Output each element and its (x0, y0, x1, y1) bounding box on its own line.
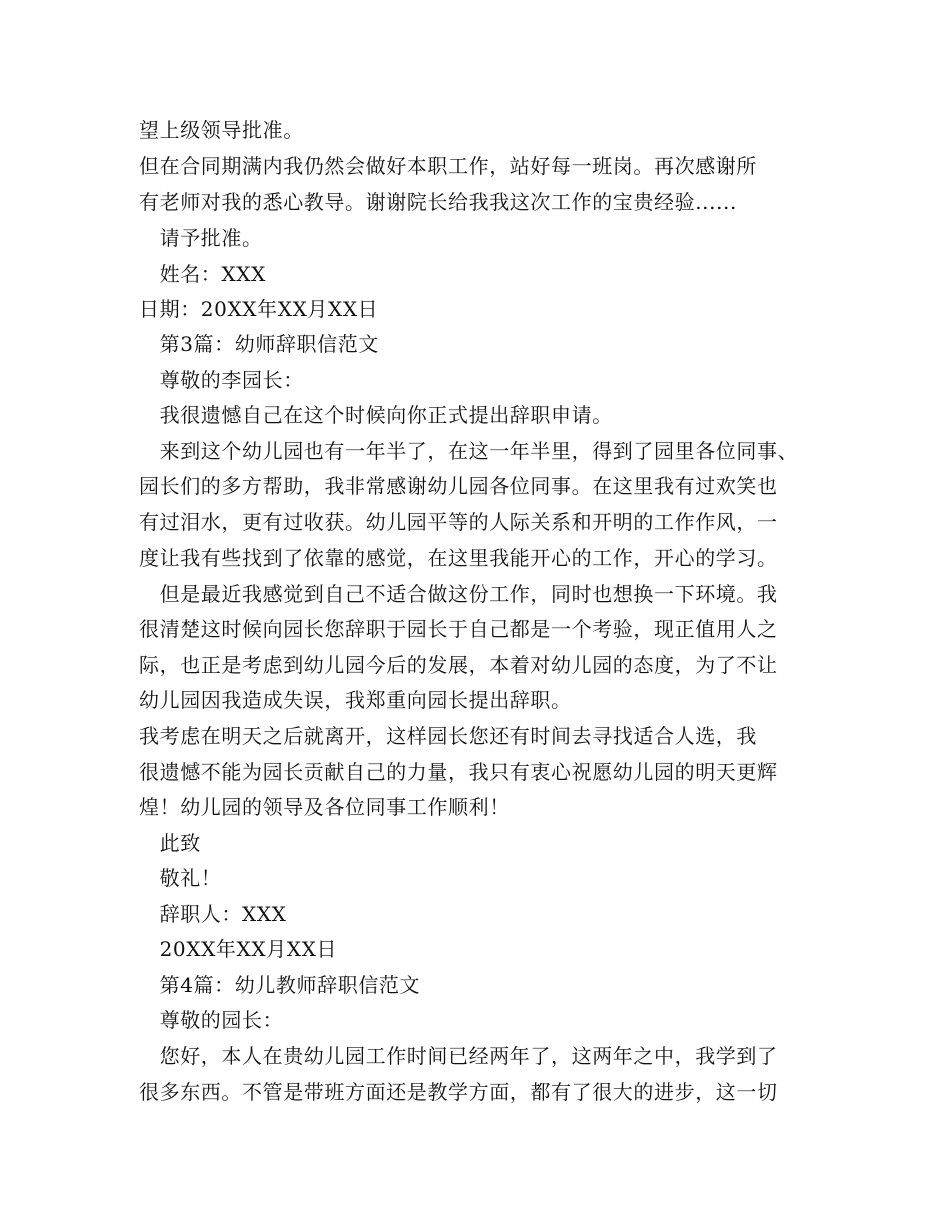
text-line: 望上级领导批准。 (139, 118, 304, 142)
text-line: 很清楚这时候向园长您辞职于园长于自己都是一个考验，现正值用人之 (139, 617, 778, 641)
text-line: 很多东西。不管是带班方面还是教学方面，都有了很大的进步，这一切 (139, 1080, 778, 1104)
text-line: 有过泪水，更有过收获。幼儿园平等的人际关系和开明的工作作风，一 (139, 510, 778, 534)
text-line: 但是最近我感觉到自己不适合做这份工作，同时也想换一下环境。我 (139, 582, 778, 606)
text-line: 度让我有些找到了依靠的感觉，在这里我能开心的工作，开心的学习。 (139, 546, 778, 570)
salutation: 尊敬的园长： (139, 1008, 284, 1032)
text-line: 园长们的多方帮助，我非常感谢幼儿园各位同事。在这里我有过欢笑也 (139, 474, 778, 498)
text-line: 有老师对我的悉心教导。谢谢院长给我我这次工作的宝贵经验...... (139, 190, 737, 214)
closing-line: 敬礼！ (139, 866, 222, 890)
text-line: 您好，本人在贵幼儿园工作时间已经两年了，这两年之中，我学到了 (139, 1044, 778, 1068)
date-line: 20XX年XX月XX日 (139, 937, 338, 961)
text-line: 来到这个幼儿园也有一年半了，在这一年半里，得到了园里各位同事、 (139, 439, 799, 463)
text-line: 但在合同期满内我仍然会做好本职工作，站好每一班岗。再次感谢所 (139, 154, 757, 178)
text-line: 姓名：XXX (139, 262, 266, 286)
salutation: 尊敬的李园长： (139, 368, 304, 392)
text-line: 际，也正是考虑到幼儿园今后的发展，本着对幼儿园的态度，为了不让 (139, 653, 778, 677)
section-heading: 第4篇：幼儿教师辞职信范文 (139, 973, 421, 997)
signature-line: 辞职人：XXX (139, 902, 287, 926)
closing-line: 此致 (139, 831, 201, 855)
text-line: 我考虑在明天之后就离开，这样园长您还有时间去寻找适合人选，我 (139, 724, 757, 748)
text-line: 很遗憾不能为园长贡献自己的力量，我只有衷心祝愿幼儿园的明天更辉 (139, 760, 778, 784)
text-line: 幼儿园因我造成失误，我郑重向园长提出辞职。 (139, 688, 572, 712)
section-heading: 第3篇：幼师辞职信范文 (139, 332, 379, 356)
text-line: 请予批准。 (139, 226, 263, 250)
text-line: 日期：20XX年XX月XX日 (139, 297, 379, 321)
text-line: 煌！幼儿园的领导及各位同事工作顺利！ (139, 795, 510, 819)
text-line: 我很遗憾自己在这个时候向你正式提出辞职申请。 (139, 403, 613, 427)
